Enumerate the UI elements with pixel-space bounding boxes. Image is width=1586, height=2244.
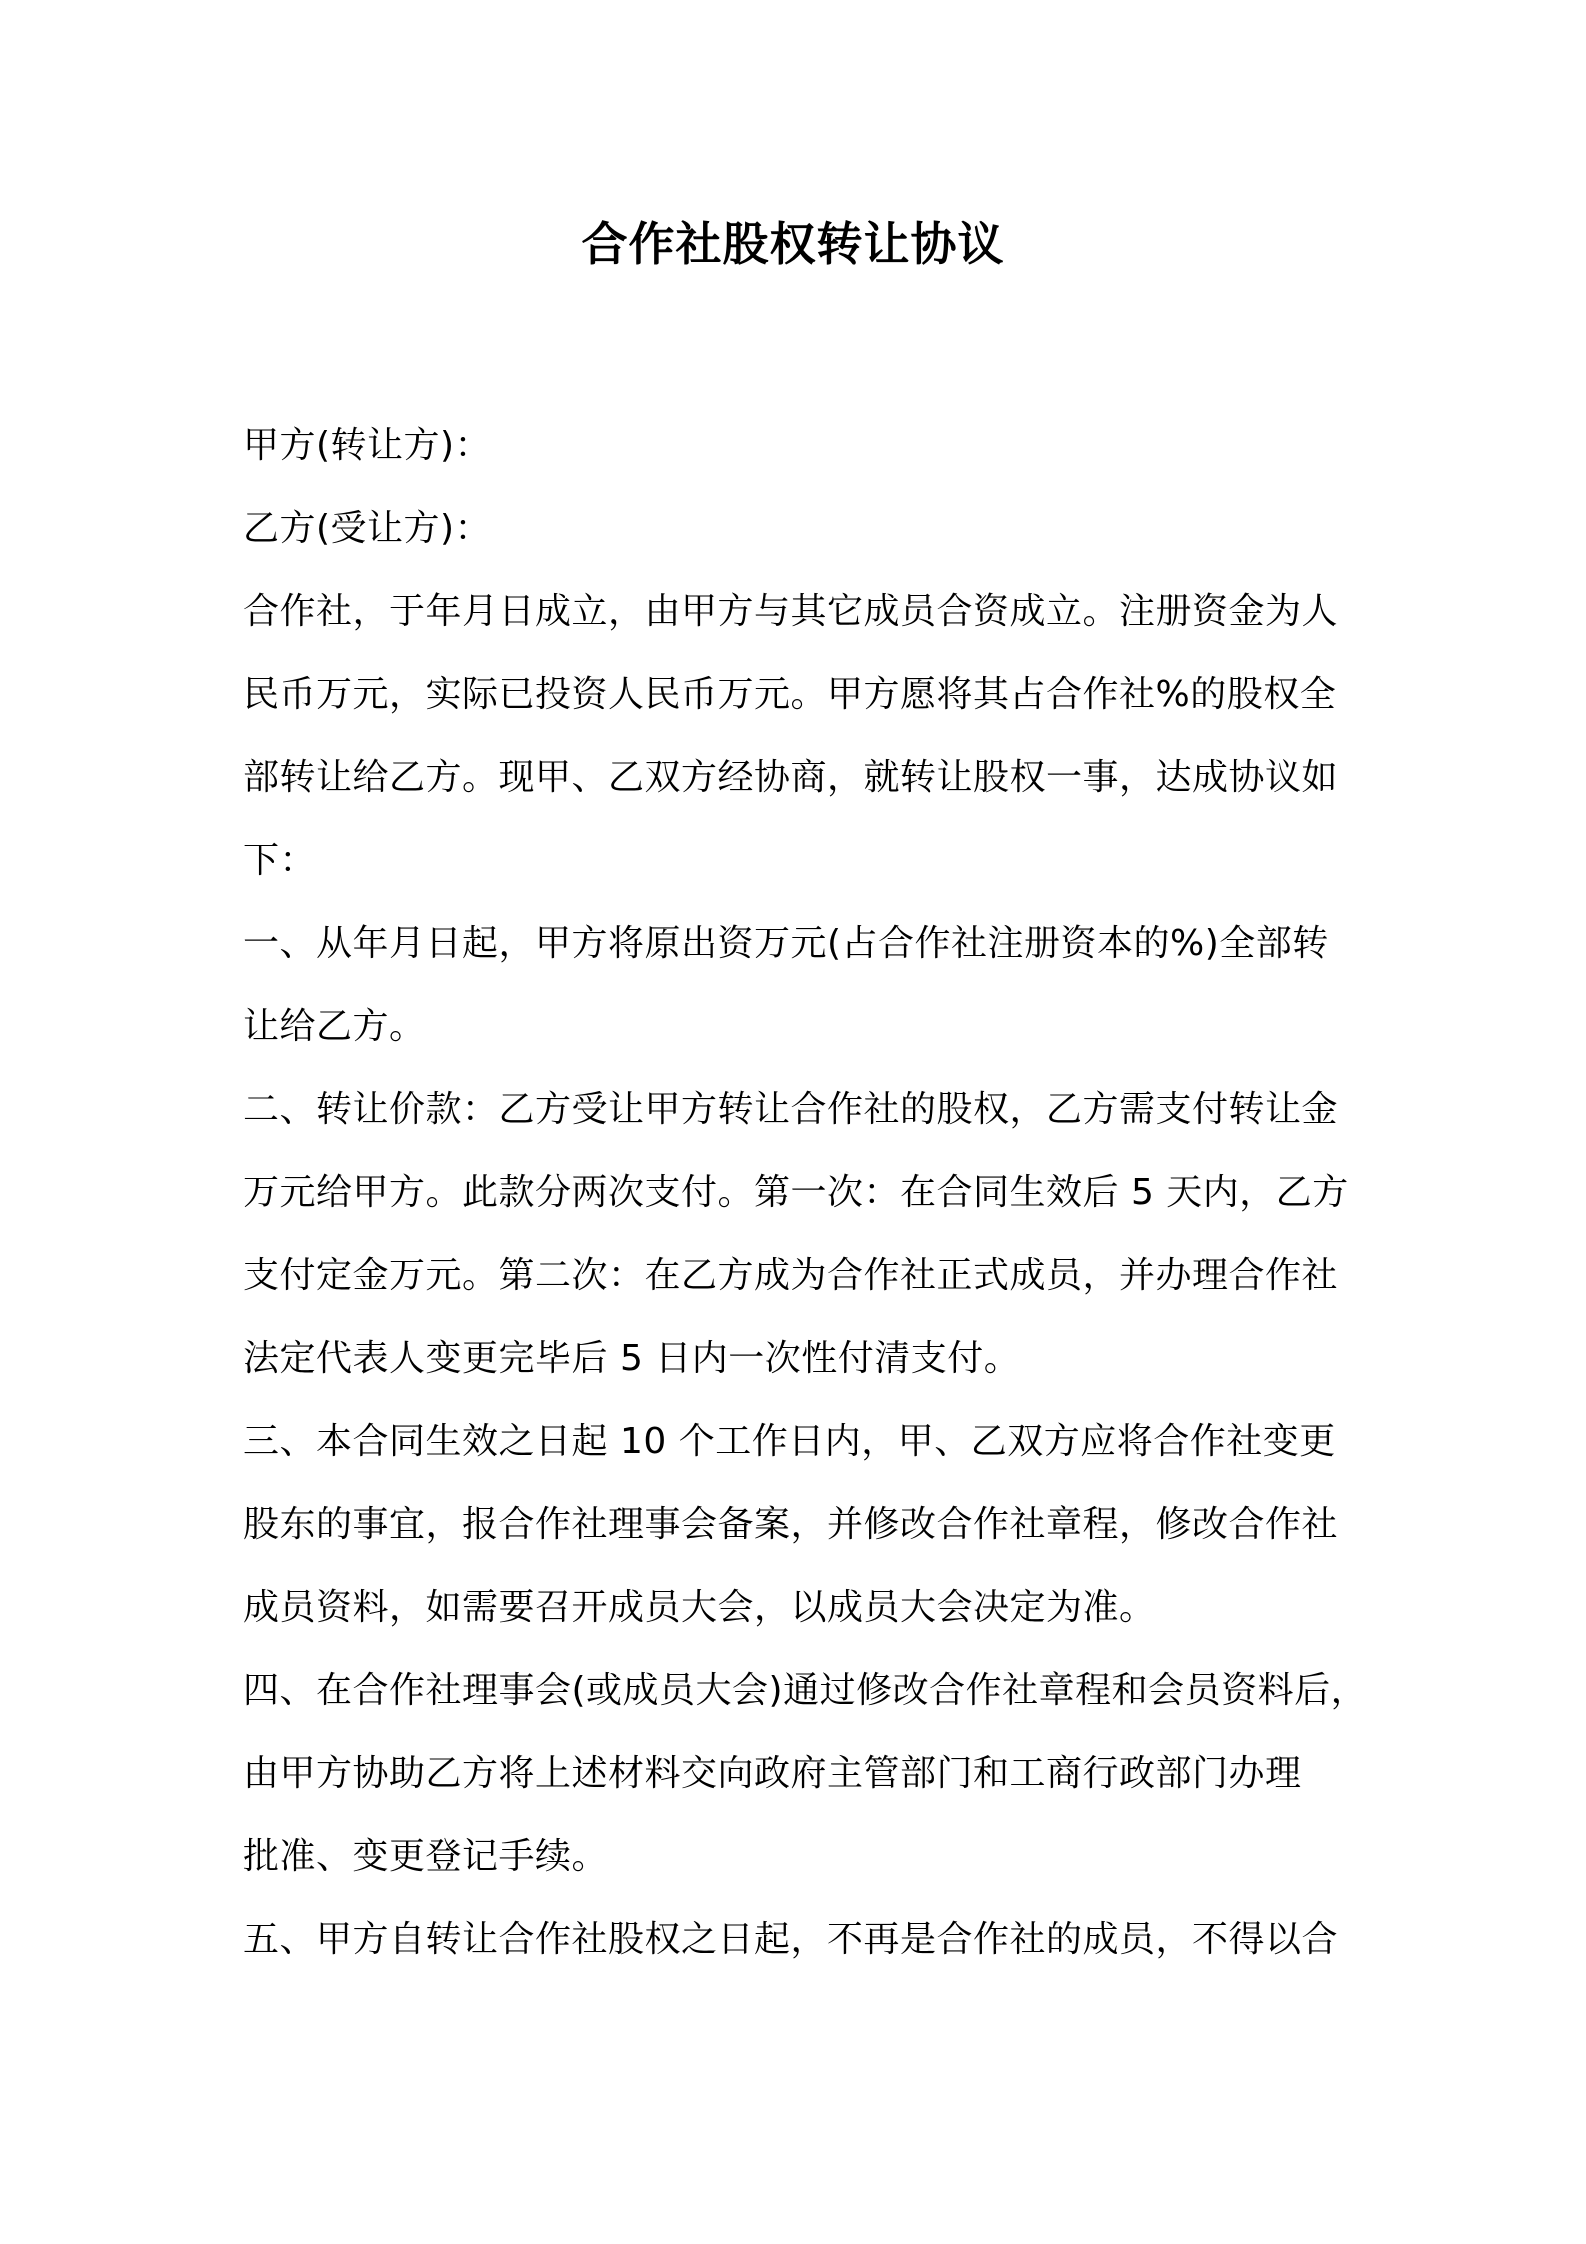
paragraph-line: 部转让给乙方。现甲、乙双方经协商，就转让股权一事，达成协议如 xyxy=(243,757,1339,798)
paragraph-line: 下： xyxy=(243,840,317,881)
clause-line: 法定代表人变更完毕后 5 日内一次性付清支付。 xyxy=(243,1338,1021,1379)
clause-line: 支付定金万元。第二次：在乙方成为合作社正式成员，并办理合作社 xyxy=(243,1255,1339,1296)
clause-line: 万元给甲方。此款分两次支付。第一次：在合同生效后 5 天内，乙方 xyxy=(243,1172,1349,1213)
party-a-line: 甲方(转让方)： xyxy=(243,425,492,466)
paragraph-line: 合作社，于年月日成立，由甲方与其它成员合资成立。注册资金为人 xyxy=(243,591,1339,632)
clause-line: 四、在合作社理事会(或成员大会)通过修改合作社章程和会员资料后， xyxy=(243,1670,1368,1711)
clause-line: 批准、变更登记手续。 xyxy=(243,1836,609,1877)
document-body xyxy=(243,404,1368,1981)
party-b-line: 乙方(受让方)： xyxy=(243,508,492,549)
clause-line: 五、甲方自转让合作社股权之日起，不再是合作社的成员，不得以合 xyxy=(243,1919,1339,1960)
clause-line: 二、转让价款：乙方受让甲方转让合作社的股权，乙方需支付转让金 xyxy=(243,1089,1339,1130)
document-title: 合作社股权转让协议 xyxy=(581,217,1005,271)
clause-line: 一、从年月日起，甲方将原出资万元(占合作社注册资本的%)全部转 xyxy=(243,923,1329,964)
paragraph-line: 民币万元，实际已投资人民币万元。甲方愿将其占合作社%的股权全 xyxy=(243,674,1337,715)
clause-line: 让给乙方。 xyxy=(243,1006,426,1047)
clause-line: 三、本合同生效之日起 10 个工作日内，甲、乙双方应将合作社变更 xyxy=(243,1421,1336,1462)
clause-line: 股东的事宜，报合作社理事会备案，并修改合作社章程，修改合作社 xyxy=(243,1504,1339,1545)
clause-line: 由甲方协助乙方将上述材料交向政府主管部门和工商行政部门办理 xyxy=(243,1753,1302,1794)
clause-line: 成员资料，如需要召开成员大会，以成员大会决定为准。 xyxy=(243,1587,1156,1628)
